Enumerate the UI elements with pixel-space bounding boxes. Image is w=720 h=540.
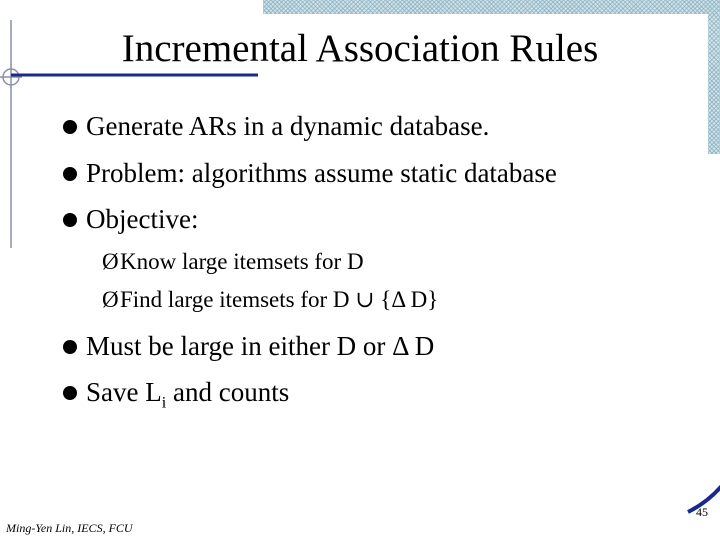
bullet-text: Must be large in either D or Δ D (86, 331, 435, 361)
sub-bullet-text: Find large itemsets for D ∪ {Δ D} (120, 287, 439, 312)
bullet-dot-icon (63, 120, 77, 134)
sub-bullet-item (102, 248, 364, 276)
bullet-dot-icon (63, 167, 77, 181)
bullet-item (63, 376, 289, 418)
bullet-text-before: Save L (86, 377, 162, 407)
bullet-text-after: and counts (166, 377, 290, 407)
bullet-subscript: i (161, 393, 167, 412)
bullet-item (63, 157, 557, 189)
bullet-dot-icon (63, 386, 77, 400)
bullet-dot-icon (63, 213, 77, 227)
slide-title: Incremental Association Rules (121, 27, 599, 70)
arrow-bullet-icon: Ø (102, 287, 119, 312)
page-number: 45 (696, 505, 708, 519)
bullet-text: Objective: (86, 204, 199, 234)
bullet-dot-icon (63, 340, 77, 354)
bullet-item (63, 203, 198, 235)
sub-bullet-text: Know large itemsets for D (120, 249, 364, 274)
bullet-item (63, 110, 489, 142)
sub-bullet-item (102, 286, 438, 314)
footer-author: Ming-Yen Lin, IECS, FCU (6, 521, 133, 535)
bullet-item (63, 330, 434, 362)
arrow-bullet-icon: Ø (102, 249, 119, 274)
bullet-text: Problem: algorithms assume static database (86, 158, 557, 188)
bullet-text: Generate ARs in a dynamic database. (86, 111, 490, 141)
